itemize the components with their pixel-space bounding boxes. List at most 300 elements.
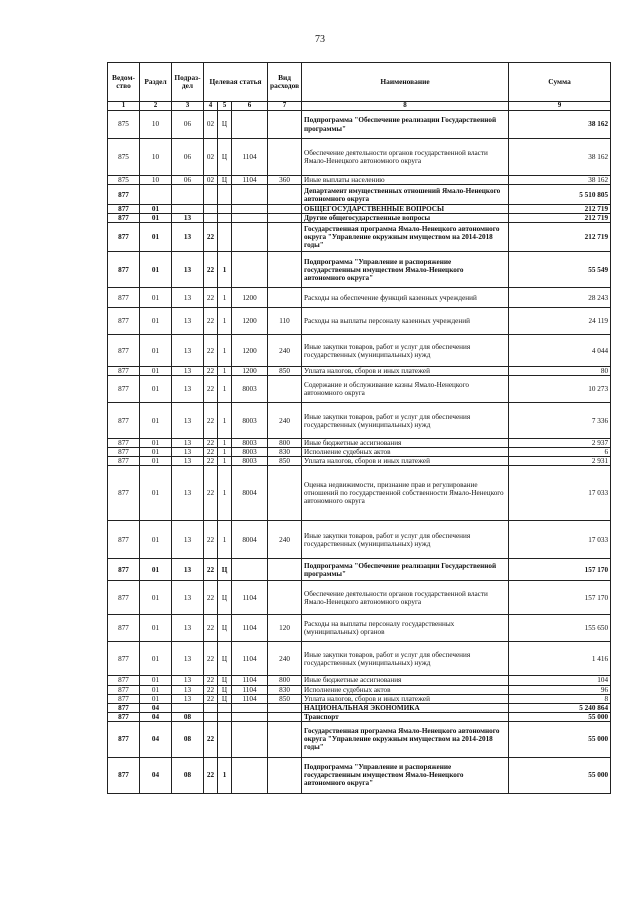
cell-target-subprogram — [218, 185, 232, 205]
cell-target-program: 22 — [204, 288, 218, 308]
cell-expense-type — [268, 288, 302, 308]
cell-podrazdel: 06 — [172, 176, 204, 185]
cell-expense-type — [268, 559, 302, 581]
table-row — [108, 685, 611, 694]
cell-target-subprogram: 1 — [218, 466, 232, 521]
cell-podrazdel: 13 — [172, 288, 204, 308]
cell-sum: 55 549 — [509, 252, 611, 288]
cell-razdel: 04 — [140, 721, 172, 757]
cell-name: Иные бюджетные ассигнования — [302, 676, 509, 685]
cell-sum: 212 719 — [509, 223, 611, 252]
cell-razdel: 04 — [140, 757, 172, 793]
cell-podrazdel: 13 — [172, 448, 204, 457]
table-row — [108, 559, 611, 581]
cell-vedomstvo: 877 — [108, 448, 140, 457]
cell-expense-type: 850 — [268, 367, 302, 376]
cell-expense-type — [268, 703, 302, 712]
cell-target-direction — [232, 721, 268, 757]
cell-podrazdel: 13 — [172, 581, 204, 615]
cell-target-subprogram: 1 — [218, 308, 232, 335]
cell-target-program: 22 — [204, 694, 218, 703]
cell-razdel: 01 — [140, 615, 172, 642]
cell-vedomstvo: 877 — [108, 308, 140, 335]
cell-razdel: 01 — [140, 205, 172, 214]
cell-name: Расходы на обеспечение функций казенных учреждений — [302, 288, 509, 308]
cell-razdel: 01 — [140, 403, 172, 439]
cell-expense-type — [268, 721, 302, 757]
cell-target-direction — [232, 111, 268, 139]
cell-target-direction: 8003 — [232, 457, 268, 466]
cell-name: Иные закупки товаров, работ и услуг для обеспечения государственных (муниципальных) нужд — [302, 335, 509, 367]
cell-vedomstvo: 877 — [108, 757, 140, 793]
cell-vedomstvo: 877 — [108, 252, 140, 288]
cell-expense-type: 240 — [268, 642, 302, 676]
cell-expense-type — [268, 205, 302, 214]
cell-target-subprogram: 1 — [218, 376, 232, 403]
cell-sum: 28 243 — [509, 288, 611, 308]
col-num: 3 — [172, 102, 204, 111]
cell-razdel: 01 — [140, 367, 172, 376]
cell-vedomstvo: 877 — [108, 676, 140, 685]
cell-name: Транспорт — [302, 712, 509, 721]
cell-sum: 157 170 — [509, 581, 611, 615]
col-num: 8 — [302, 102, 509, 111]
cell-target-program: 22 — [204, 367, 218, 376]
cell-target-subprogram: 1 — [218, 252, 232, 288]
cell-expense-type: 830 — [268, 685, 302, 694]
cell-razdel: 10 — [140, 176, 172, 185]
cell-podrazdel: 06 — [172, 111, 204, 139]
cell-target-direction: 1200 — [232, 308, 268, 335]
table-row — [108, 581, 611, 615]
cell-vedomstvo: 877 — [108, 288, 140, 308]
cell-sum: 38 162 — [509, 176, 611, 185]
header-name: Наименование — [302, 63, 509, 102]
table-row — [108, 111, 611, 139]
cell-name: Другие общегосударственные вопросы — [302, 214, 509, 223]
cell-name: Обеспечение деятельности органов государственной власти Ямало-Ненецкого автономного округа — [302, 581, 509, 615]
cell-expense-type — [268, 466, 302, 521]
cell-podrazdel: 13 — [172, 685, 204, 694]
cell-target-subprogram — [218, 703, 232, 712]
header-vid: Вид расходов — [268, 63, 302, 102]
cell-razdel: 01 — [140, 335, 172, 367]
cell-target-program: 02 — [204, 111, 218, 139]
cell-target-program: 22 — [204, 685, 218, 694]
cell-podrazdel: 13 — [172, 694, 204, 703]
table-row — [108, 367, 611, 376]
cell-razdel: 01 — [140, 466, 172, 521]
cell-name: Расходы на выплаты персоналу казенных учреждений — [302, 308, 509, 335]
cell-razdel: 01 — [140, 376, 172, 403]
cell-vedomstvo: 877 — [108, 223, 140, 252]
cell-name: ОБЩЕГОСУДАРСТВЕННЫЕ ВОПРОСЫ — [302, 205, 509, 214]
cell-expense-type — [268, 139, 302, 176]
cell-name: Оценка недвижимости, признание прав и регулирование отношений по государственной собственности Ямало-Ненецкого автономного округа — [302, 466, 509, 521]
cell-target-direction — [232, 703, 268, 712]
cell-expense-type — [268, 252, 302, 288]
col-num: 2 — [140, 102, 172, 111]
table-row — [108, 757, 611, 793]
cell-name: Иные закупки товаров, работ и услуг для обеспечения государственных (муниципальных) нужд — [302, 642, 509, 676]
table-row — [108, 676, 611, 685]
cell-sum: 24 119 — [509, 308, 611, 335]
cell-vedomstvo: 877 — [108, 712, 140, 721]
cell-vedomstvo: 877 — [108, 403, 140, 439]
table-row — [108, 252, 611, 288]
cell-target-direction: 1200 — [232, 367, 268, 376]
col-num: 1 — [108, 102, 140, 111]
cell-sum: 17 033 — [509, 521, 611, 559]
cell-razdel — [140, 185, 172, 205]
cell-target-direction — [232, 185, 268, 205]
cell-target-direction: 1200 — [232, 288, 268, 308]
header-vedomstvo: Ведом-ство — [108, 63, 140, 102]
cell-sum: 155 650 — [509, 615, 611, 642]
cell-vedomstvo: 877 — [108, 466, 140, 521]
cell-target-program: 22 — [204, 223, 218, 252]
table-row — [108, 521, 611, 559]
cell-target-program: 22 — [204, 521, 218, 559]
cell-podrazdel: 08 — [172, 757, 204, 793]
cell-vedomstvo: 877 — [108, 367, 140, 376]
table-row — [108, 642, 611, 676]
col-num: 5 — [218, 102, 232, 111]
cell-sum: 6 — [509, 448, 611, 457]
cell-name: Иные закупки товаров, работ и услуг для обеспечения государственных (муниципальных) нужд — [302, 403, 509, 439]
cell-expense-type — [268, 712, 302, 721]
cell-razdel: 01 — [140, 448, 172, 457]
col-num: 7 — [268, 102, 302, 111]
cell-razdel: 04 — [140, 712, 172, 721]
cell-target-subprogram: 1 — [218, 448, 232, 457]
cell-razdel: 01 — [140, 676, 172, 685]
cell-expense-type — [268, 757, 302, 793]
cell-razdel: 01 — [140, 457, 172, 466]
cell-vedomstvo: 877 — [108, 439, 140, 448]
cell-target-program — [204, 205, 218, 214]
cell-target-direction: 1104 — [232, 581, 268, 615]
cell-razdel: 01 — [140, 288, 172, 308]
column-number-row — [108, 102, 611, 111]
cell-podrazdel: 13 — [172, 214, 204, 223]
cell-target-subprogram: Ц — [218, 676, 232, 685]
cell-sum: 5 240 864 — [509, 703, 611, 712]
cell-target-direction — [232, 712, 268, 721]
cell-target-direction — [232, 205, 268, 214]
cell-vedomstvo: 877 — [108, 694, 140, 703]
cell-target-program: 22 — [204, 376, 218, 403]
cell-podrazdel: 13 — [172, 466, 204, 521]
cell-podrazdel: 13 — [172, 308, 204, 335]
cell-vedomstvo: 877 — [108, 376, 140, 403]
cell-expense-type: 240 — [268, 403, 302, 439]
table-row — [108, 439, 611, 448]
cell-target-program: 22 — [204, 403, 218, 439]
cell-target-direction — [232, 214, 268, 223]
cell-target-program — [204, 703, 218, 712]
cell-target-program — [204, 214, 218, 223]
cell-podrazdel: 06 — [172, 139, 204, 176]
cell-sum: 55 000 — [509, 757, 611, 793]
cell-target-subprogram: 1 — [218, 288, 232, 308]
cell-vedomstvo: 877 — [108, 615, 140, 642]
cell-target-program: 22 — [204, 581, 218, 615]
cell-sum: 38 162 — [509, 139, 611, 176]
cell-podrazdel: 13 — [172, 376, 204, 403]
cell-expense-type — [268, 214, 302, 223]
cell-target-program: 22 — [204, 615, 218, 642]
cell-target-direction: 8004 — [232, 521, 268, 559]
cell-expense-type: 240 — [268, 521, 302, 559]
cell-sum: 10 273 — [509, 376, 611, 403]
cell-name: Департамент имущественных отношений Ямало-Ненецкого автономного округа — [302, 185, 509, 205]
col-num: 9 — [509, 102, 611, 111]
cell-sum: 7 336 — [509, 403, 611, 439]
cell-target-program — [204, 185, 218, 205]
cell-razdel: 01 — [140, 439, 172, 448]
cell-target-subprogram — [218, 223, 232, 252]
table-row — [108, 223, 611, 252]
cell-vedomstvo: 875 — [108, 111, 140, 139]
header-razdel: Раздел — [140, 63, 172, 102]
cell-target-subprogram — [218, 721, 232, 757]
cell-target-subprogram: Ц — [218, 111, 232, 139]
cell-podrazdel — [172, 703, 204, 712]
cell-target-program: 22 — [204, 308, 218, 335]
cell-sum: 4 044 — [509, 335, 611, 367]
table-row — [108, 457, 611, 466]
cell-name: Обеспечение деятельности органов государственной власти Ямало-Ненецкого автономного округа — [302, 139, 509, 176]
cell-podrazdel — [172, 205, 204, 214]
cell-target-direction: 1104 — [232, 685, 268, 694]
cell-sum: 80 — [509, 367, 611, 376]
cell-name: Подпрограмма "Обеспечение реализации Государственной программы" — [302, 111, 509, 139]
cell-sum: 157 170 — [509, 559, 611, 581]
cell-target-direction: 8003 — [232, 439, 268, 448]
cell-target-program: 22 — [204, 676, 218, 685]
cell-target-program: 22 — [204, 448, 218, 457]
header-sum: Сумма — [509, 63, 611, 102]
cell-razdel: 01 — [140, 252, 172, 288]
cell-name: Иные закупки товаров, работ и услуг для обеспечения государственных (муниципальных) нужд — [302, 521, 509, 559]
cell-podrazdel: 13 — [172, 367, 204, 376]
cell-razdel: 01 — [140, 223, 172, 252]
cell-sum: 55 000 — [509, 712, 611, 721]
cell-name: Государственная программа Ямало-Ненецкого автономного округа "Управление окружным имуществом на 2014-2018 годы" — [302, 223, 509, 252]
table-row — [108, 721, 611, 757]
cell-sum: 5 510 805 — [509, 185, 611, 205]
cell-podrazdel: 13 — [172, 521, 204, 559]
cell-podrazdel: 08 — [172, 721, 204, 757]
cell-podrazdel: 13 — [172, 403, 204, 439]
cell-vedomstvo: 877 — [108, 335, 140, 367]
cell-target-program: 22 — [204, 721, 218, 757]
cell-target-direction: 1104 — [232, 176, 268, 185]
cell-razdel: 01 — [140, 685, 172, 694]
cell-sum: 55 000 — [509, 721, 611, 757]
cell-vedomstvo: 877 — [108, 581, 140, 615]
table-row — [108, 139, 611, 176]
cell-razdel: 10 — [140, 139, 172, 176]
cell-target-program: 22 — [204, 559, 218, 581]
cell-podrazdel — [172, 185, 204, 205]
cell-vedomstvo: 877 — [108, 205, 140, 214]
cell-target-subprogram: 1 — [218, 403, 232, 439]
cell-target-program: 22 — [204, 439, 218, 448]
cell-target-subprogram: Ц — [218, 642, 232, 676]
cell-vedomstvo: 877 — [108, 559, 140, 581]
cell-razdel: 01 — [140, 559, 172, 581]
table-row — [108, 712, 611, 721]
table-row — [108, 376, 611, 403]
cell-target-direction — [232, 559, 268, 581]
cell-name: Исполнение судебных актов — [302, 685, 509, 694]
header-target: Целевая статья — [204, 63, 268, 102]
cell-target-program: 22 — [204, 252, 218, 288]
cell-vedomstvo: 877 — [108, 703, 140, 712]
cell-name: Уплата налогов, сборов и иных платежей — [302, 457, 509, 466]
cell-vedomstvo: 877 — [108, 521, 140, 559]
cell-razdel: 01 — [140, 694, 172, 703]
cell-vedomstvo: 875 — [108, 176, 140, 185]
cell-target-subprogram: 1 — [218, 521, 232, 559]
col-num: 6 — [232, 102, 268, 111]
cell-target-direction: 1104 — [232, 694, 268, 703]
cell-podrazdel: 13 — [172, 676, 204, 685]
cell-target-direction: 8004 — [232, 466, 268, 521]
table-row — [108, 214, 611, 223]
cell-sum: 96 — [509, 685, 611, 694]
cell-target-subprogram: Ц — [218, 559, 232, 581]
cell-target-direction: 8003 — [232, 403, 268, 439]
cell-target-subprogram: 1 — [218, 367, 232, 376]
cell-target-subprogram: Ц — [218, 139, 232, 176]
cell-expense-type: 110 — [268, 308, 302, 335]
cell-target-subprogram: Ц — [218, 694, 232, 703]
cell-target-subprogram — [218, 214, 232, 223]
cell-target-subprogram: 1 — [218, 439, 232, 448]
cell-target-direction: 1104 — [232, 676, 268, 685]
cell-razdel: 10 — [140, 111, 172, 139]
cell-sum: 2 937 — [509, 439, 611, 448]
table-row — [108, 288, 611, 308]
cell-target-program: 22 — [204, 457, 218, 466]
cell-target-subprogram: 1 — [218, 457, 232, 466]
cell-podrazdel: 13 — [172, 457, 204, 466]
cell-target-direction — [232, 757, 268, 793]
cell-name: Уплата налогов, сборов и иных платежей — [302, 367, 509, 376]
header-row — [108, 63, 611, 102]
cell-razdel: 04 — [140, 703, 172, 712]
cell-target-direction: 8003 — [232, 376, 268, 403]
table-row — [108, 176, 611, 185]
cell-expense-type: 830 — [268, 448, 302, 457]
table-row — [108, 703, 611, 712]
cell-sum: 2 931 — [509, 457, 611, 466]
cell-name: Исполнение судебных актов — [302, 448, 509, 457]
table-row — [108, 448, 611, 457]
cell-target-program — [204, 712, 218, 721]
cell-expense-type — [268, 185, 302, 205]
cell-sum: 1 416 — [509, 642, 611, 676]
table-row — [108, 335, 611, 367]
cell-name: Подпрограмма "Управление и распоряжение государственным имуществом Ямало-Ненецкого автономного округа" — [302, 252, 509, 288]
cell-podrazdel: 13 — [172, 439, 204, 448]
cell-target-program: 02 — [204, 139, 218, 176]
cell-target-subprogram: 1 — [218, 757, 232, 793]
cell-target-direction: 1200 — [232, 335, 268, 367]
cell-expense-type — [268, 376, 302, 403]
cell-podrazdel: 13 — [172, 252, 204, 288]
cell-name: Уплата налогов, сборов и иных платежей — [302, 694, 509, 703]
cell-sum: 8 — [509, 694, 611, 703]
cell-razdel: 01 — [140, 521, 172, 559]
cell-target-subprogram — [218, 205, 232, 214]
cell-target-direction — [232, 223, 268, 252]
cell-name: Иные выплаты населению — [302, 176, 509, 185]
page-number: 73 — [315, 34, 325, 45]
cell-podrazdel: 13 — [172, 642, 204, 676]
cell-target-subprogram: Ц — [218, 685, 232, 694]
cell-expense-type: 800 — [268, 439, 302, 448]
cell-sum: 212 719 — [509, 205, 611, 214]
cell-target-program: 22 — [204, 466, 218, 521]
cell-razdel: 01 — [140, 581, 172, 615]
budget-table — [107, 62, 611, 794]
cell-expense-type — [268, 223, 302, 252]
cell-target-subprogram: Ц — [218, 176, 232, 185]
cell-razdel: 01 — [140, 308, 172, 335]
table-row — [108, 205, 611, 214]
cell-target-subprogram: Ц — [218, 615, 232, 642]
cell-vedomstvo: 877 — [108, 457, 140, 466]
cell-name: Подпрограмма "Обеспечение реализации Государственной программы" — [302, 559, 509, 581]
cell-sum: 38 162 — [509, 111, 611, 139]
cell-name: Иные бюджетные ассигнования — [302, 439, 509, 448]
cell-expense-type: 850 — [268, 694, 302, 703]
cell-target-subprogram: 1 — [218, 335, 232, 367]
cell-expense-type — [268, 581, 302, 615]
cell-name: НАЦИОНАЛЬНАЯ ЭКОНОМИКА — [302, 703, 509, 712]
cell-name: Государственная программа Ямало-Ненецкого автономного округа "Управление окружным имуществом на 2014-2018 годы" — [302, 721, 509, 757]
cell-target-direction — [232, 252, 268, 288]
cell-target-direction: 1104 — [232, 642, 268, 676]
cell-expense-type: 120 — [268, 615, 302, 642]
cell-vedomstvo: 877 — [108, 721, 140, 757]
cell-target-program: 22 — [204, 335, 218, 367]
cell-vedomstvo: 877 — [108, 642, 140, 676]
cell-target-subprogram: Ц — [218, 581, 232, 615]
cell-podrazdel: 08 — [172, 712, 204, 721]
table-row — [108, 615, 611, 642]
cell-vedomstvo: 877 — [108, 685, 140, 694]
cell-target-program: 02 — [204, 176, 218, 185]
cell-target-program: 22 — [204, 757, 218, 793]
cell-name: Содержание и обслуживание казны Ямало-Ненецкого автономного округа — [302, 376, 509, 403]
table-row — [108, 308, 611, 335]
cell-target-direction: 1104 — [232, 615, 268, 642]
cell-vedomstvo: 877 — [108, 214, 140, 223]
cell-target-program: 22 — [204, 642, 218, 676]
cell-target-direction: 8003 — [232, 448, 268, 457]
cell-podrazdel: 13 — [172, 223, 204, 252]
cell-target-subprogram — [218, 712, 232, 721]
header-podrazdel: Подраз-дел — [172, 63, 204, 102]
cell-vedomstvo: 875 — [108, 139, 140, 176]
cell-razdel: 01 — [140, 642, 172, 676]
cell-vedomstvo: 877 — [108, 185, 140, 205]
